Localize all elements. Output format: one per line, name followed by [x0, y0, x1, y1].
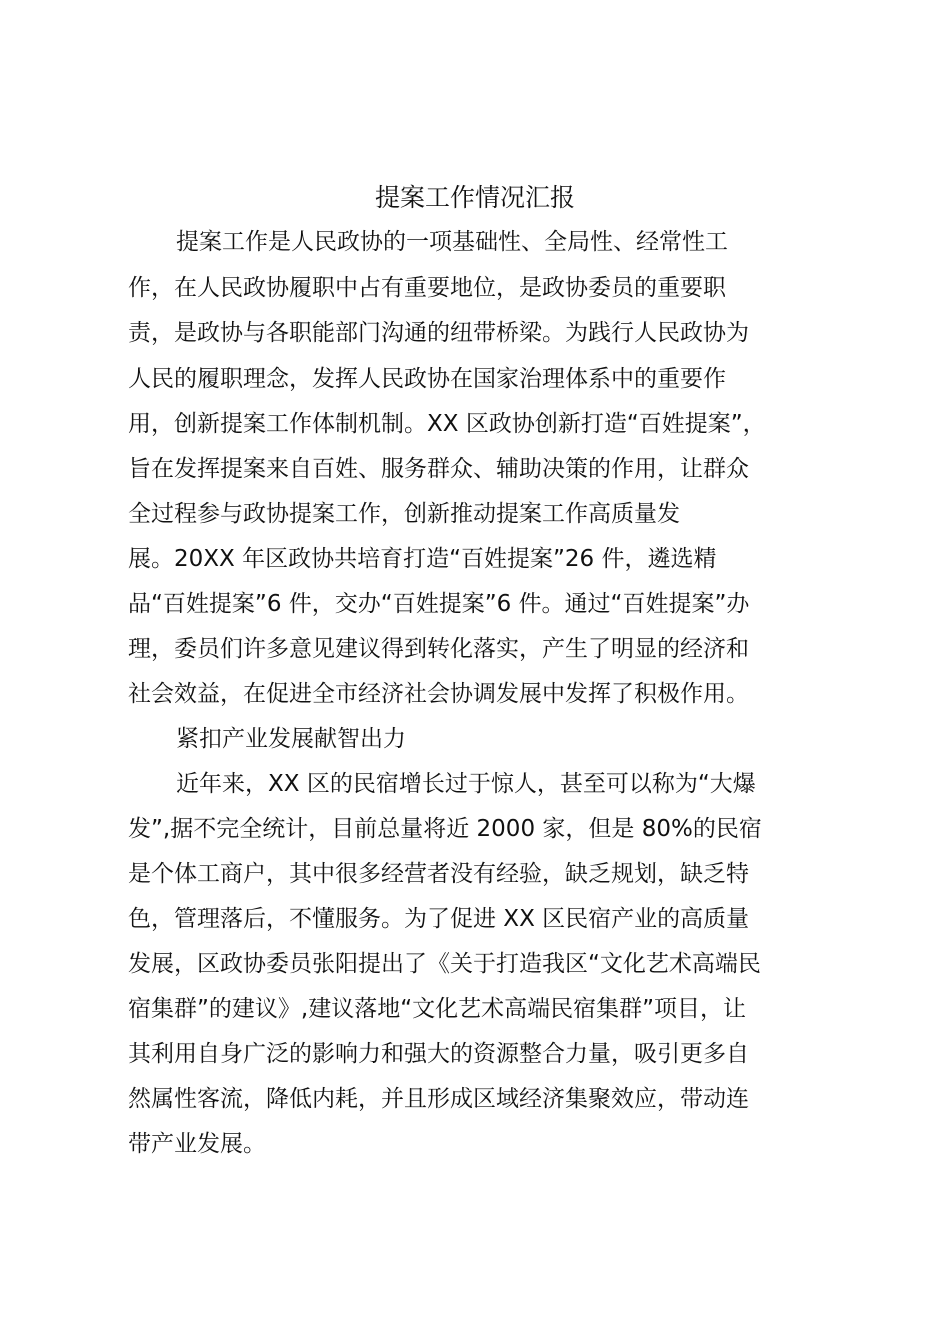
paragraph-line: 展。20XX 年区政协共培育打造“百姓提案”26 件，遴选精 — [128, 546, 717, 572]
paragraph-line: 色，管理落后，不懂服务。为了促进 XX 区民宿产业的高质量 — [128, 906, 750, 932]
paragraph-line: 品“百姓提案”6 件，交办“百姓提案”6 件。通过“百姓提案”办 — [128, 591, 750, 617]
paragraph-line: 人民的履职理念，发挥人民政协在国家治理体系中的重要作 — [128, 366, 726, 392]
paragraph-line: 用，创新提案工作体制机制。XX 区政协创新打造“百姓提案”， — [128, 411, 766, 437]
paragraph-line: 发展，区政协委员张阳提出了《关于打造我区“文化艺术高端民 — [128, 951, 761, 977]
paragraph-line: 发”,据不完全统计，目前总量将近 2000 家，但是 80%的民宿 — [128, 816, 762, 842]
paragraph-line: 理，委员们许多意见建议得到转化落实，产生了明显的经济和 — [128, 636, 749, 662]
paragraph-line: 其利用自身广泛的影响力和强大的资源整合力量，吸引更多自 — [128, 1041, 749, 1067]
paragraph-line: 作，在人民政协履职中占有重要地位，是政协委员的重要职 — [128, 275, 726, 301]
paragraph-line: 提案工作是人民政协的一项基础性、全局性、经常性工 — [176, 229, 728, 255]
paragraph-line: 带产业发展。 — [128, 1131, 266, 1157]
section-heading: 紧扣产业发展献智出力 — [176, 726, 406, 752]
paragraph-line: 宿集群”的建议》,建议落地“文化艺术高端民宿集群”项目，让 — [128, 996, 747, 1022]
paragraph-line: 旨在发挥提案来自百姓、服务群众、辅助决策的作用，让群众 — [128, 456, 749, 482]
paragraph-line: 是个体工商户，其中很多经营者没有经验，缺乏规划，缺乏特 — [128, 861, 749, 887]
paragraph-line: 全过程参与政协提案工作，创新推动提案工作高质量发 — [128, 501, 680, 527]
document-title: 提案工作情况汇报 — [374, 183, 575, 212]
paragraph-line: 近年来，XX 区的民宿增长过于惊人，甚至可以称为“大爆 — [176, 771, 756, 797]
paragraph-line: 责，是政协与各职能部门沟通的纽带桥梁。为践行人民政协为 — [128, 320, 749, 346]
paragraph-line: 社会效益，在促进全市经济社会协调发展中发挥了积极作用。 — [128, 681, 749, 707]
paragraph-line: 然属性客流，降低内耗，并且形成区域经济集聚效应，带动连 — [128, 1086, 749, 1112]
